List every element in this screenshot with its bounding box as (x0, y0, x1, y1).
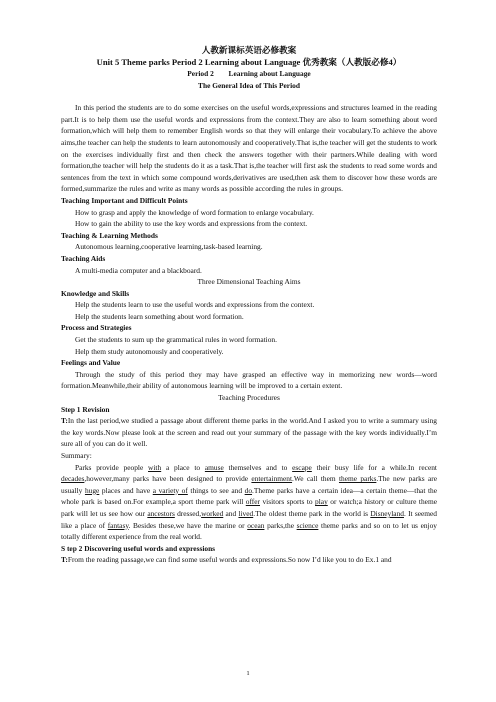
summary-text: dressed, (174, 508, 202, 518)
methods-heading: Teaching & Learning Methods (61, 230, 158, 240)
doc-title: 人教新课标英语必修教案 (201, 45, 297, 55)
summary-text: themselves and to (223, 462, 293, 472)
teaching-important-item-2: How to gain the ability to use the key words and expressions from the context. (75, 219, 308, 229)
summary-text: their busy life for a while.In recent (311, 462, 437, 472)
summary-text: or watch;a history or culture theme park will let us see how our (61, 497, 437, 518)
summary-keyword: escape (292, 462, 312, 472)
teaching-important-heading: Teaching Important and Difficult Points (61, 195, 188, 205)
page-number: 1 (246, 670, 250, 677)
summary-keyword: theme parks (338, 474, 377, 484)
intro-paragraph: In this period the students are to do some exercises on the useful words,expressions and structures learned in the reading part.It is to help them use the useful words and expressions from the context.They are also to learn something about word formation,which will help them to remember English words so that they will enlarge their vocabulary.To achieve the above aims,the teacher can help the students to learn autonomously and cooperatively.That is,the teacher will get the students to work on the exercises individually first and then check the answers together with their partners.While dealing with word formation,the teacher will help the students do it as a task.That is,the teacher will first ask the students to read some words and sentences from the text in which some compound words,derivatives are used,then ask them to discover how these words are formed,summarize the rules and write as many words as possible according the rules in groups. (61, 103, 437, 194)
summary-keyword: with (148, 462, 162, 472)
aids-heading: Teaching Aids (61, 253, 106, 263)
summary-keyword: play (315, 497, 328, 507)
summary-paragraph (61, 462, 437, 543)
summary-text: ,however,many parks have been designed to provide (84, 474, 252, 484)
summary-keyword: lived (238, 508, 254, 518)
summary-keyword: entertainment (251, 474, 293, 484)
summary-text: .We call them (292, 474, 339, 484)
methods-item: Autonomous learning,cooperative learning,task-based learning. (75, 242, 263, 252)
knowledge-heading: Knowledge and Skills (61, 288, 130, 298)
summary-keyword: decades (61, 474, 85, 484)
doc-subtitle: Unit 5 Theme parks Period 2 Learning about Language 优秀教案（人教版必修4） (96, 57, 402, 67)
summary-keyword: ocean (247, 520, 265, 530)
summary-keyword: huge (84, 485, 100, 495)
step2-teacher-text: From the reading passage,we can find some useful words and expressions.So now I’d like you to do Ex.1 and (67, 555, 392, 565)
general-idea-title: The General Idea of This Period (198, 80, 300, 90)
step2-teacher-line (61, 554, 437, 566)
teacher-label: T: (61, 416, 68, 426)
process-heading: Process and Strategies (61, 323, 132, 333)
step2-heading: S tep 2 Discovering useful words and expressions (61, 543, 216, 553)
summary-text: places and have (99, 485, 153, 495)
summary-text: .Theme parks have a certain idea—a certain theme—that the whole park is based on.For example,a sport theme park will (61, 485, 437, 507)
summary-text: things to see and (187, 485, 245, 495)
aids-item: A multi-media computer and a blackboard. (75, 265, 202, 275)
summary-text: Parks provide people (75, 462, 149, 472)
summary-text: . It seemed like a place of (61, 508, 437, 530)
summary-label: Summary: (61, 451, 92, 460)
summary-text: and (223, 508, 239, 518)
step1-teacher-line (61, 415, 437, 450)
summary-text: parks,the (264, 520, 297, 530)
summary-text: .The oldest theme park in the world is (253, 508, 371, 518)
process-item-2: Help them study autonomously and cooperatively. (75, 346, 224, 356)
feelings-paragraph: Through the study of this period they may have grasped an effective way in memorizing new words—word formation.Meanwhile,their ability of autonomous learning will be improved to a certain extent. (61, 369, 437, 391)
summary-keyword: do (244, 485, 253, 495)
summary-text: . Besides these,we have the marine or (128, 520, 248, 530)
summary-text: visitors sports to (260, 497, 316, 507)
step1-teacher-text: In the last period,we studied a passage about different theme parks in the world.And I asked you to write a summary using the key words.Now please look at the screen and read out your summary of the passage with the key words individually.I’m sure all of you can do it well. (61, 416, 437, 449)
summary-text: a place to (161, 462, 205, 472)
summary-keyword: ancestors (147, 508, 175, 518)
three-dim-aims-title: Three Dimensional Teaching Aims (197, 277, 301, 287)
procedures-title: Teaching Procedures (218, 393, 280, 403)
summary-keyword: offer (245, 497, 260, 507)
summary-text: .The new parks are usually (61, 474, 437, 495)
summary-keyword: worked (201, 508, 224, 518)
summary-text: theme parks and so on to let us enjoy totally different experience from the real world. (61, 520, 437, 542)
period-title: Period 2 Learning about Language (187, 69, 311, 78)
knowledge-item-2: Help the students learn something about word formation. (75, 311, 244, 321)
feelings-heading: Feelings and Value (61, 358, 121, 368)
teaching-important-item-1: How to grasp and apply the knowledge of word formation to enlarge vocabulary. (75, 207, 314, 217)
summary-keyword: amuse (204, 462, 224, 472)
spacer (61, 91, 437, 102)
summary-keyword: Disneyland (370, 508, 404, 518)
document-body (61, 44, 437, 566)
step1-heading: Step 1 Revision (61, 404, 110, 414)
summary-keyword: fantasy (107, 520, 129, 530)
summary-keyword: science (296, 520, 319, 530)
knowledge-item-1: Help the students learn to use the useful words and expressions from the context. (75, 300, 315, 310)
summary-keyword: a variety of (152, 485, 188, 495)
teacher-label: T: (61, 555, 68, 565)
process-item-1: Get the students to sum up the grammatical rules in word formation. (75, 335, 277, 345)
